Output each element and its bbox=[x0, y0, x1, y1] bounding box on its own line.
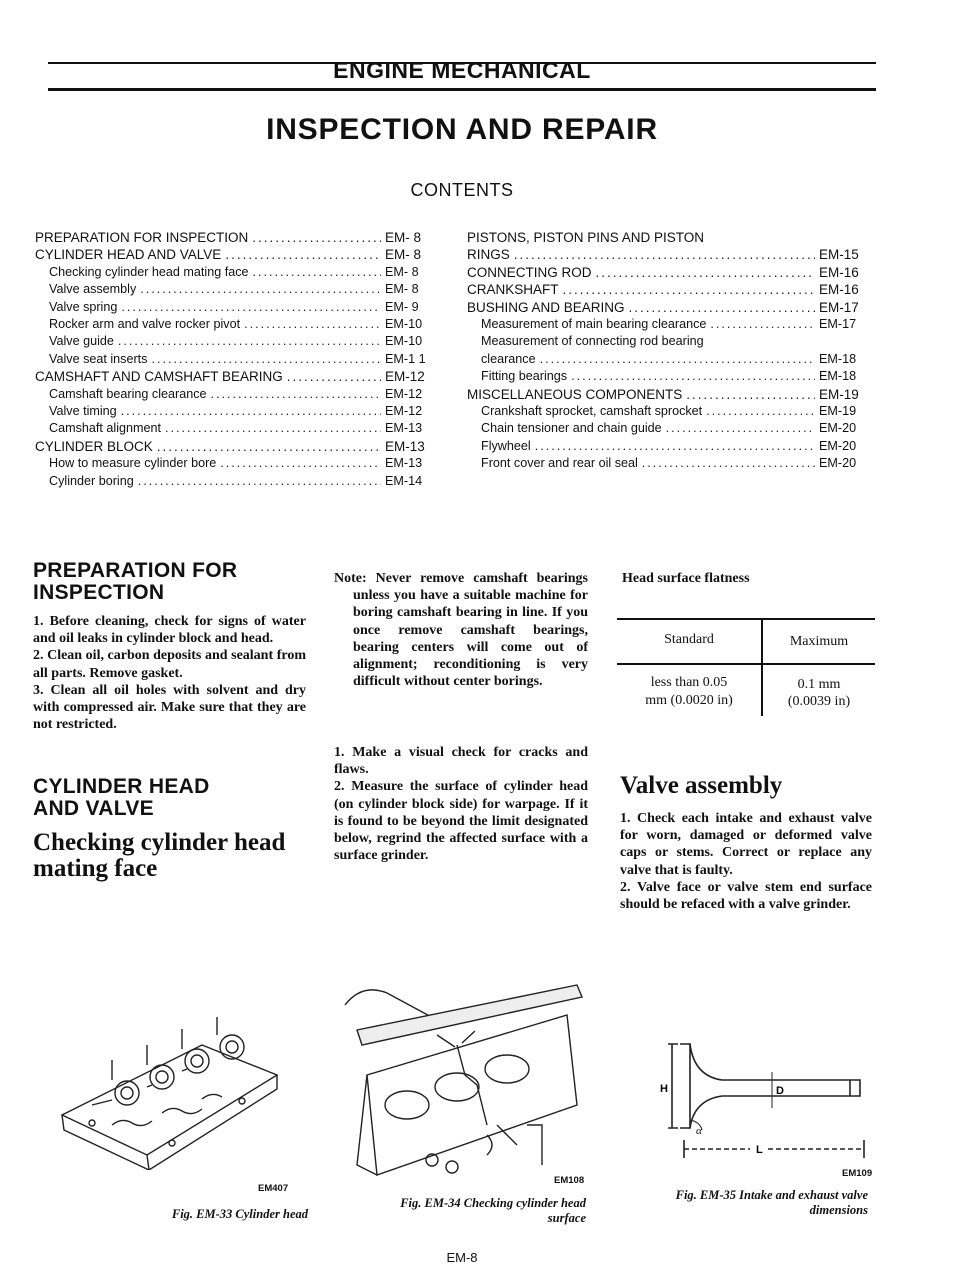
diagram-label-alpha: α bbox=[696, 1125, 702, 1137]
toc-left-entry-label: Valve seat inserts bbox=[49, 351, 148, 366]
toc-left-entry-page: EM- 8 bbox=[385, 282, 419, 297]
page-title: INSPECTION AND REPAIR bbox=[266, 113, 658, 146]
heading-valve-assembly: Valve assembly bbox=[620, 772, 783, 799]
leader-dots bbox=[225, 246, 381, 263]
leader-dots bbox=[157, 438, 381, 455]
fig-em34-caption bbox=[330, 1196, 586, 1226]
leader-dots bbox=[540, 351, 815, 368]
toc-left-entry-label: CYLINDER HEAD AND VALVE bbox=[35, 247, 222, 263]
toc-right-entry-page: EM-20 bbox=[819, 438, 857, 453]
toc-left-entry bbox=[35, 246, 435, 263]
toc-left-entry-page: EM-13 bbox=[385, 456, 423, 471]
preparation-steps bbox=[33, 613, 306, 733]
note-text: Note: Never remove camshaft bearings unless you have a suitable machine for boring camshaft bearing in line. If you once remove camshaft bearings, bearing centers will come out of alignment; reconditioning is very difficult without center borings. bbox=[334, 571, 588, 690]
toc-right-entry-page: EM-19 bbox=[819, 386, 859, 402]
table-title: Head surface flatness bbox=[622, 571, 750, 586]
table-top-rule bbox=[617, 618, 875, 620]
toc-left-entry bbox=[35, 403, 435, 420]
toc-left-entry-page: EM- 8 bbox=[385, 264, 419, 279]
leader-dots bbox=[140, 281, 381, 298]
leader-dots bbox=[642, 455, 815, 472]
toc-left-entry-label: Camshaft alignment bbox=[49, 421, 161, 436]
fig-em34-caption-line2: surface bbox=[547, 1211, 586, 1225]
leader-dots bbox=[535, 438, 815, 455]
toc-left-entry-page: EM-12 bbox=[385, 386, 423, 401]
toc-left-column bbox=[35, 229, 435, 490]
toc-left-entry-page: EM-12 bbox=[385, 369, 425, 385]
fig-em35-caption bbox=[616, 1188, 868, 1218]
toc-left-entry-page: EM-13 bbox=[385, 421, 423, 436]
heading-cylinder-head-line1: CYLINDER HEAD bbox=[33, 775, 210, 798]
toc-left-entry bbox=[35, 281, 435, 298]
table-standard-line1: less than 0.05 bbox=[650, 675, 728, 690]
table-maximum-line2: (0.0039 in) bbox=[787, 694, 851, 709]
toc-right-entry-label: CONNECTING ROD bbox=[467, 264, 592, 280]
toc-right-entry bbox=[467, 229, 869, 246]
toc-left-entry-label: How to measure cylinder bore bbox=[49, 456, 217, 471]
heading-cylinder-head bbox=[33, 776, 303, 820]
check-step-2: 2. Measure the surface of cylinder head (on cylinder block side) for warpage. If it is found to be beyond the limit designated below, regrind the affected surface with a surface grinder. bbox=[334, 779, 588, 864]
toc-left-entry bbox=[35, 420, 435, 437]
heading-preparation bbox=[33, 560, 303, 604]
heading-preparation-line2: INSPECTION bbox=[33, 581, 165, 604]
prep-step-1: 1. Before cleaning, check for signs of water and oil leaks in cylinder block and head. bbox=[33, 614, 306, 647]
leader-dots bbox=[563, 281, 815, 298]
valve-step-2: 2. Valve face or valve stem end surface should be refaced with a valve grinder. bbox=[620, 879, 872, 913]
toc-right-entry-label: Front cover and rear oil seal bbox=[481, 456, 638, 471]
leader-dots bbox=[165, 420, 381, 437]
leader-dots bbox=[244, 316, 381, 333]
heading-cylinder-head-line2: AND VALVE bbox=[33, 797, 154, 820]
leader-dots bbox=[571, 368, 815, 385]
toc-right-entry bbox=[467, 264, 869, 281]
toc-right-entry bbox=[467, 438, 869, 455]
toc-right-entry-page: EM-18 bbox=[819, 351, 857, 366]
table-mid-rule bbox=[617, 663, 875, 665]
toc-right-entry-page: EM-20 bbox=[819, 421, 857, 436]
toc-right-entry-label: PISTONS, PISTON PINS AND PISTON bbox=[467, 230, 705, 245]
toc-right-entry bbox=[467, 420, 869, 437]
table-header-standard: Standard bbox=[664, 632, 714, 647]
toc-right-entry-label: CRANKSHAFT bbox=[467, 282, 559, 298]
fig-em35-code: EM109 bbox=[842, 1168, 873, 1179]
toc-left-entry bbox=[35, 473, 435, 490]
fig-em35-caption-line1: Fig. EM-35 Intake and exhaust valve bbox=[675, 1188, 868, 1202]
toc-left-entry-label: Valve guide bbox=[49, 334, 114, 349]
fig-em34-code: EM108 bbox=[554, 1175, 585, 1186]
section-title: ENGINE MECHANICAL bbox=[333, 57, 591, 83]
valve-assembly-steps bbox=[620, 810, 872, 913]
check-step-1: 1. Make a visual check for cracks and flaws. bbox=[334, 745, 588, 778]
toc-right-entry-page: EM-16 bbox=[819, 282, 859, 298]
prep-step-3: 3. Clean all oil holes with solvent and dry with compressed air. Make sure that they are not restricted. bbox=[33, 682, 306, 733]
toc-left-entry bbox=[35, 438, 435, 455]
toc-right-entry-label: Crankshaft sprocket, camshaft sprocket bbox=[481, 404, 703, 419]
leader-dots bbox=[514, 246, 815, 263]
toc-right-entry bbox=[467, 368, 869, 385]
toc-left-entry-label: Valve assembly bbox=[49, 282, 137, 297]
toc-left-entry-label: CYLINDER BLOCK bbox=[35, 438, 153, 454]
leader-dots bbox=[211, 386, 381, 403]
toc-left-entry bbox=[35, 299, 435, 316]
fig-em33-code: EM407 bbox=[258, 1183, 289, 1194]
toc-left-entry-page: EM- 9 bbox=[385, 299, 419, 314]
table-header-maximum: Maximum bbox=[789, 634, 849, 649]
leader-dots bbox=[710, 316, 815, 333]
toc-right-entry bbox=[467, 403, 869, 420]
toc-left-entry-page: EM-10 bbox=[385, 317, 423, 332]
toc-right-entry-page: EM-15 bbox=[819, 247, 859, 263]
leader-dots bbox=[220, 455, 381, 472]
toc-right-entry-label: Flywheel bbox=[481, 438, 531, 453]
leader-dots bbox=[252, 229, 381, 246]
toc-left-entry bbox=[35, 351, 435, 368]
fig-em35-caption-line2: dimensions bbox=[809, 1203, 868, 1217]
toc-right-entry-label: Measurement of main bearing clearance bbox=[481, 317, 707, 332]
diagram-label-h: H bbox=[660, 1083, 668, 1095]
leader-dots bbox=[666, 420, 815, 437]
leader-dots bbox=[118, 333, 381, 350]
toc-right-entry bbox=[467, 333, 869, 350]
toc-left-entry-label: PREPARATION FOR INSPECTION bbox=[35, 230, 249, 245]
page-number: EM-8 bbox=[446, 1250, 478, 1265]
toc-right-entry-label: BUSHING AND BEARING bbox=[467, 299, 625, 315]
toc-left-entry-label: Camshaft bearing clearance bbox=[49, 386, 207, 401]
toc-left-entry-label: CAMSHAFT AND CAMSHAFT BEARING bbox=[35, 369, 283, 385]
fig-em34-caption-line1: Fig. EM-34 Checking cylinder head bbox=[400, 1196, 586, 1210]
fig-em33-caption: Fig. EM-33 Cylinder head bbox=[171, 1207, 308, 1221]
checking-steps bbox=[334, 744, 588, 864]
heading-checking-mating-face bbox=[33, 830, 323, 882]
heading-preparation-line1: PREPARATION FOR bbox=[33, 559, 238, 582]
toc-left-entry bbox=[35, 229, 435, 246]
header-bottom-rule bbox=[48, 88, 876, 91]
toc-left-entry bbox=[35, 455, 435, 472]
toc-left-entry-page: EM-13 bbox=[385, 438, 425, 454]
toc-left-entry bbox=[35, 386, 435, 403]
valve-step-1: 1. Check each intake and exhaust valve for worn, damaged or deformed valve caps or stems. Correct or replace any valve that is faulty. bbox=[620, 811, 872, 878]
leader-dots bbox=[138, 473, 381, 490]
leader-dots bbox=[629, 299, 815, 316]
toc-left-entry bbox=[35, 333, 435, 350]
toc-left-entry-label: Rocker arm and valve rocker pivot bbox=[49, 317, 241, 332]
toc-right-entry-label: RINGS bbox=[467, 247, 510, 263]
toc-right-entry bbox=[467, 316, 869, 333]
checking-surface-figure bbox=[337, 975, 589, 1185]
valve-dimension-diagram bbox=[660, 1040, 875, 1170]
toc-right-entry bbox=[467, 281, 869, 298]
toc-left-entry-page: EM-1 1 bbox=[385, 351, 426, 366]
toc-right-entry-label: Measurement of connecting rod bearing bbox=[481, 334, 704, 349]
prep-step-2: 2. Clean oil, carbon deposits and sealant from all parts. Remove gasket. bbox=[33, 648, 306, 681]
toc-left-entry-page: EM- 8 bbox=[385, 247, 422, 263]
diagram-label-l: L bbox=[756, 1144, 763, 1156]
toc-right-entry bbox=[467, 455, 869, 472]
heading-checking-line1: Checking cylinder head bbox=[33, 829, 286, 856]
heading-checking-line2: mating face bbox=[33, 855, 158, 882]
toc-left-entry-label: Cylinder boring bbox=[49, 473, 134, 488]
toc-right-entry-page: EM-18 bbox=[819, 369, 857, 384]
leader-dots bbox=[686, 386, 815, 403]
leader-dots bbox=[287, 368, 381, 385]
toc-left-entry-label: Checking cylinder head mating face bbox=[49, 264, 249, 279]
leader-dots bbox=[706, 403, 815, 420]
cylinder-head-figure bbox=[52, 1005, 292, 1170]
toc-right-entry-page: EM-19 bbox=[819, 404, 857, 419]
contents-label: CONTENTS bbox=[410, 180, 514, 200]
toc-right-entry-label: Chain tensioner and chain guide bbox=[481, 421, 662, 436]
toc-right-entry-label: MISCELLANEOUS COMPONENTS bbox=[467, 386, 683, 402]
leader-dots bbox=[596, 264, 816, 281]
leader-dots bbox=[253, 264, 381, 281]
toc-right-entry bbox=[467, 246, 869, 263]
toc-right-entry-label: Fitting bearings bbox=[481, 369, 568, 384]
toc-left-entry bbox=[35, 368, 435, 385]
toc-right-column bbox=[467, 229, 869, 473]
toc-left-entry-page: EM- 8 bbox=[385, 230, 422, 245]
leader-dots bbox=[121, 299, 381, 316]
table-maximum-line1: 0.1 mm bbox=[797, 677, 841, 692]
note-camshaft-bearings bbox=[334, 570, 588, 690]
toc-left-entry-page: EM-12 bbox=[385, 404, 423, 419]
toc-left-entry-label: Valve timing bbox=[49, 404, 117, 419]
leader-dots bbox=[121, 403, 381, 420]
diagram-label-d: D bbox=[776, 1085, 784, 1097]
toc-left-entry-page: EM-10 bbox=[385, 334, 423, 349]
toc-right-entry-page: EM-20 bbox=[819, 456, 857, 471]
toc-right-entry-page: EM-17 bbox=[819, 299, 859, 315]
toc-left-entry-label: Valve spring bbox=[49, 299, 118, 314]
toc-right-entry-label: clearance bbox=[481, 351, 536, 366]
toc-left-entry-page: EM-14 bbox=[385, 473, 423, 488]
toc-right-entry-page: EM-17 bbox=[819, 317, 857, 332]
toc-left-entry bbox=[35, 316, 435, 333]
toc-right-entry bbox=[467, 299, 869, 316]
table-standard-line2: mm (0.0020 in) bbox=[645, 693, 733, 708]
toc-left-entry bbox=[35, 264, 435, 281]
toc-right-entry bbox=[467, 351, 869, 368]
toc-right-entry-page: EM-16 bbox=[819, 264, 859, 280]
toc-right-entry bbox=[467, 386, 869, 403]
leader-dots bbox=[151, 351, 381, 368]
